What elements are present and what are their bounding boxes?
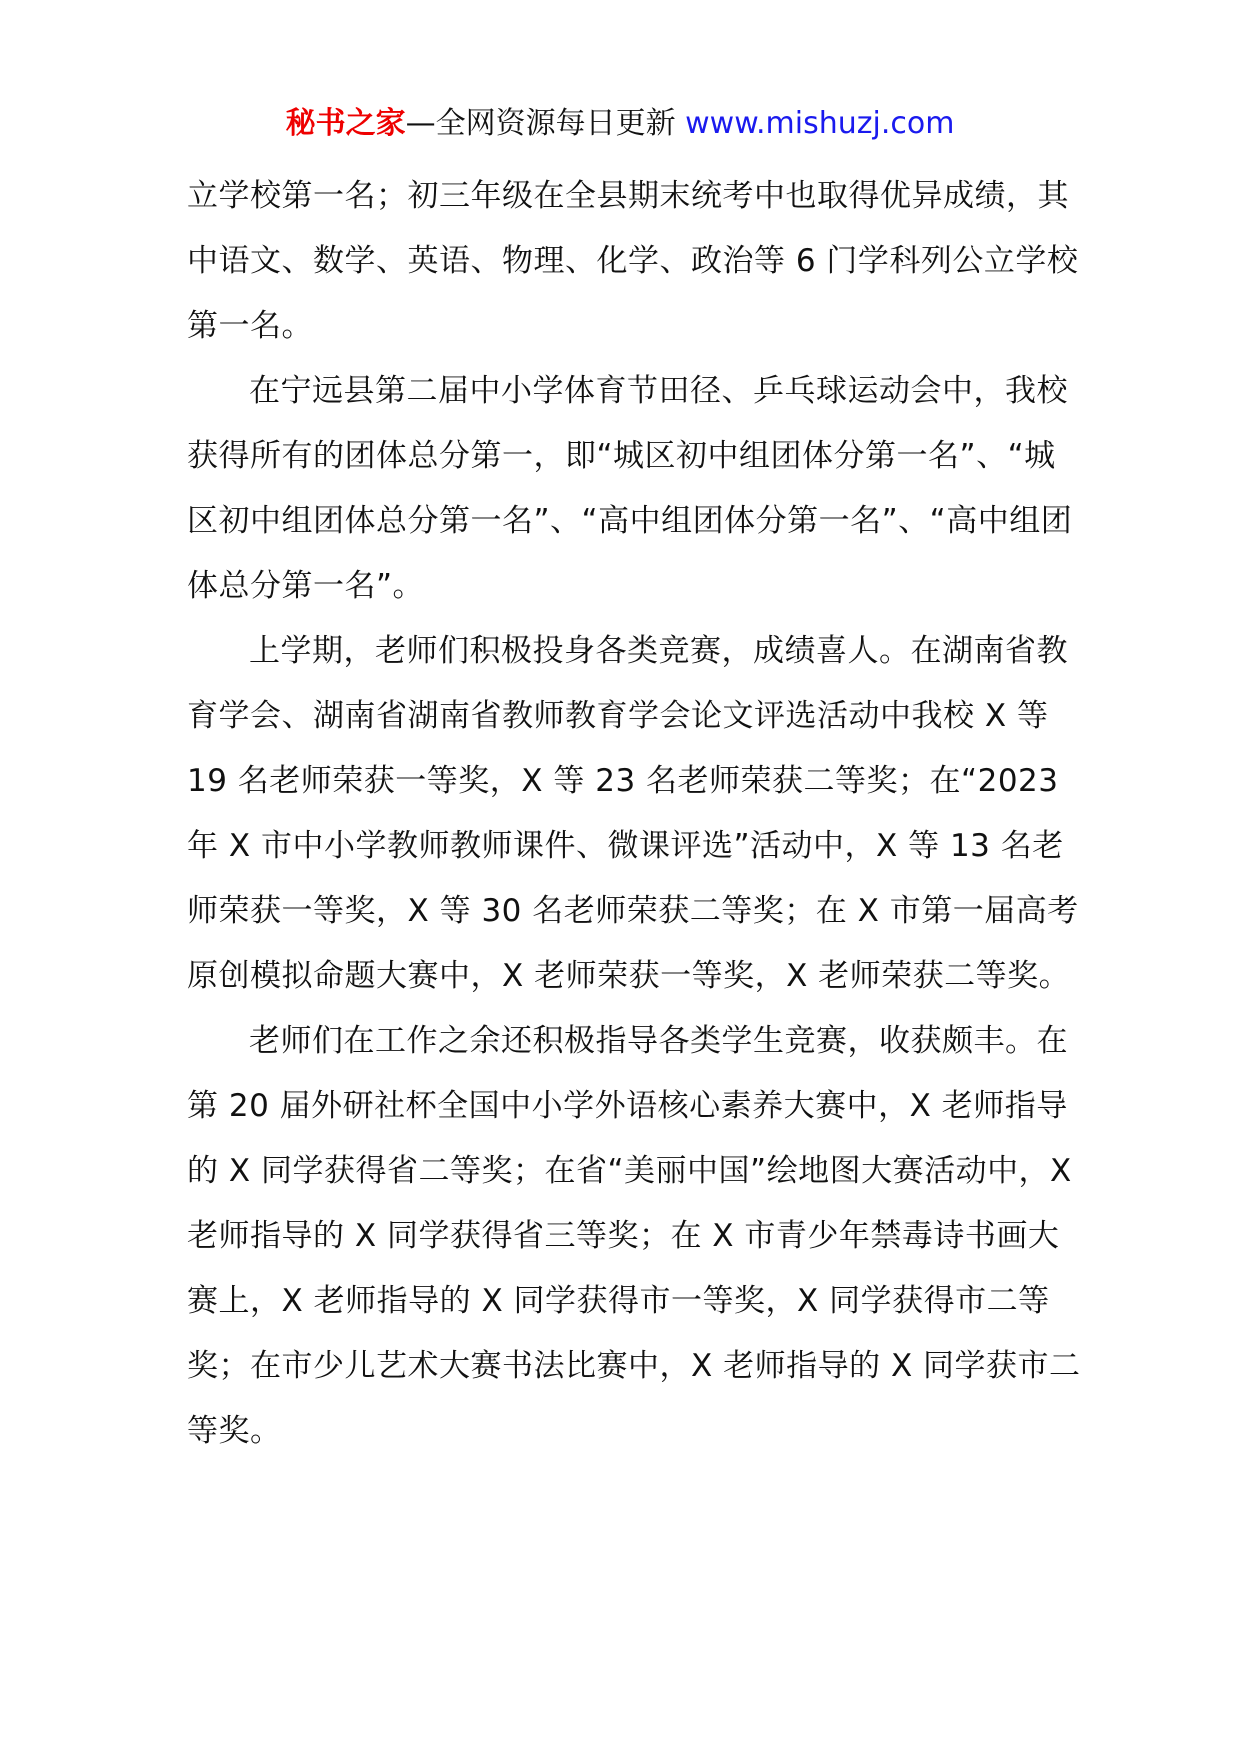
header-tagline: —全网资源每日更新 <box>405 106 686 141</box>
header-url-link[interactable]: www.mishuzj.com <box>685 106 955 141</box>
document-body <box>187 164 1087 1464</box>
paragraph-sports-meet: 在宁远县第二届中小学体育节田径、乒乓球运动会中，我校获得所有的团体总分第一，即“城区初中组团体分第一名”、“城区初中组团体总分第一名”、“高中组团体分第一名”、“高中组团体总分第一名”。 <box>187 373 1073 604</box>
paragraph-continued: 立学校第一名；初三年级在全县期末统考中也取得优异成绩，其中语文、数学、英语、物理、化学、政治等 6 门学科列公立学校第一名。 <box>187 178 1079 344</box>
paragraph-student-competitions: 老师们在工作之余还积极指导各类学生竞赛，收获颇丰。在第 20 届外研社杯全国中小学外语核心素养大赛中，X 老师指导的 X 同学获得省二等奖；在省“美丽中国”绘地图大赛活动中，X 老师指导的 X 同学获得省三等奖；在 X 市青少年禁毒诗书画大赛上，X 老师指导的 X 同学获得市一等奖，X 同学获得市二等奖；在市少儿艺术大赛书法比赛中，X 老师指导的 X 同学获市二等奖。 <box>187 1023 1081 1449</box>
brand-name: 秘书之家 <box>285 106 406 141</box>
paragraph-teacher-awards: 上学期，老师们积极投身各类竞赛，成绩喜人。在湖南省教育学会、湖南省湖南省教师教育学会论文评选活动中我校 X 等 19 名老师荣获一等奖，X 等 23 名老师荣获二等奖；在“2023 年 X 市中小学教师教师课件、微课评选”活动中，X 等 13 名老师荣获一等奖，X 等 30 名老师荣获二等奖；在 X 市第一届高考原创模拟命题大赛中，X 老师荣获一等奖，X 老师荣获二等奖。 <box>187 633 1079 994</box>
page-header <box>0 104 1240 144</box>
